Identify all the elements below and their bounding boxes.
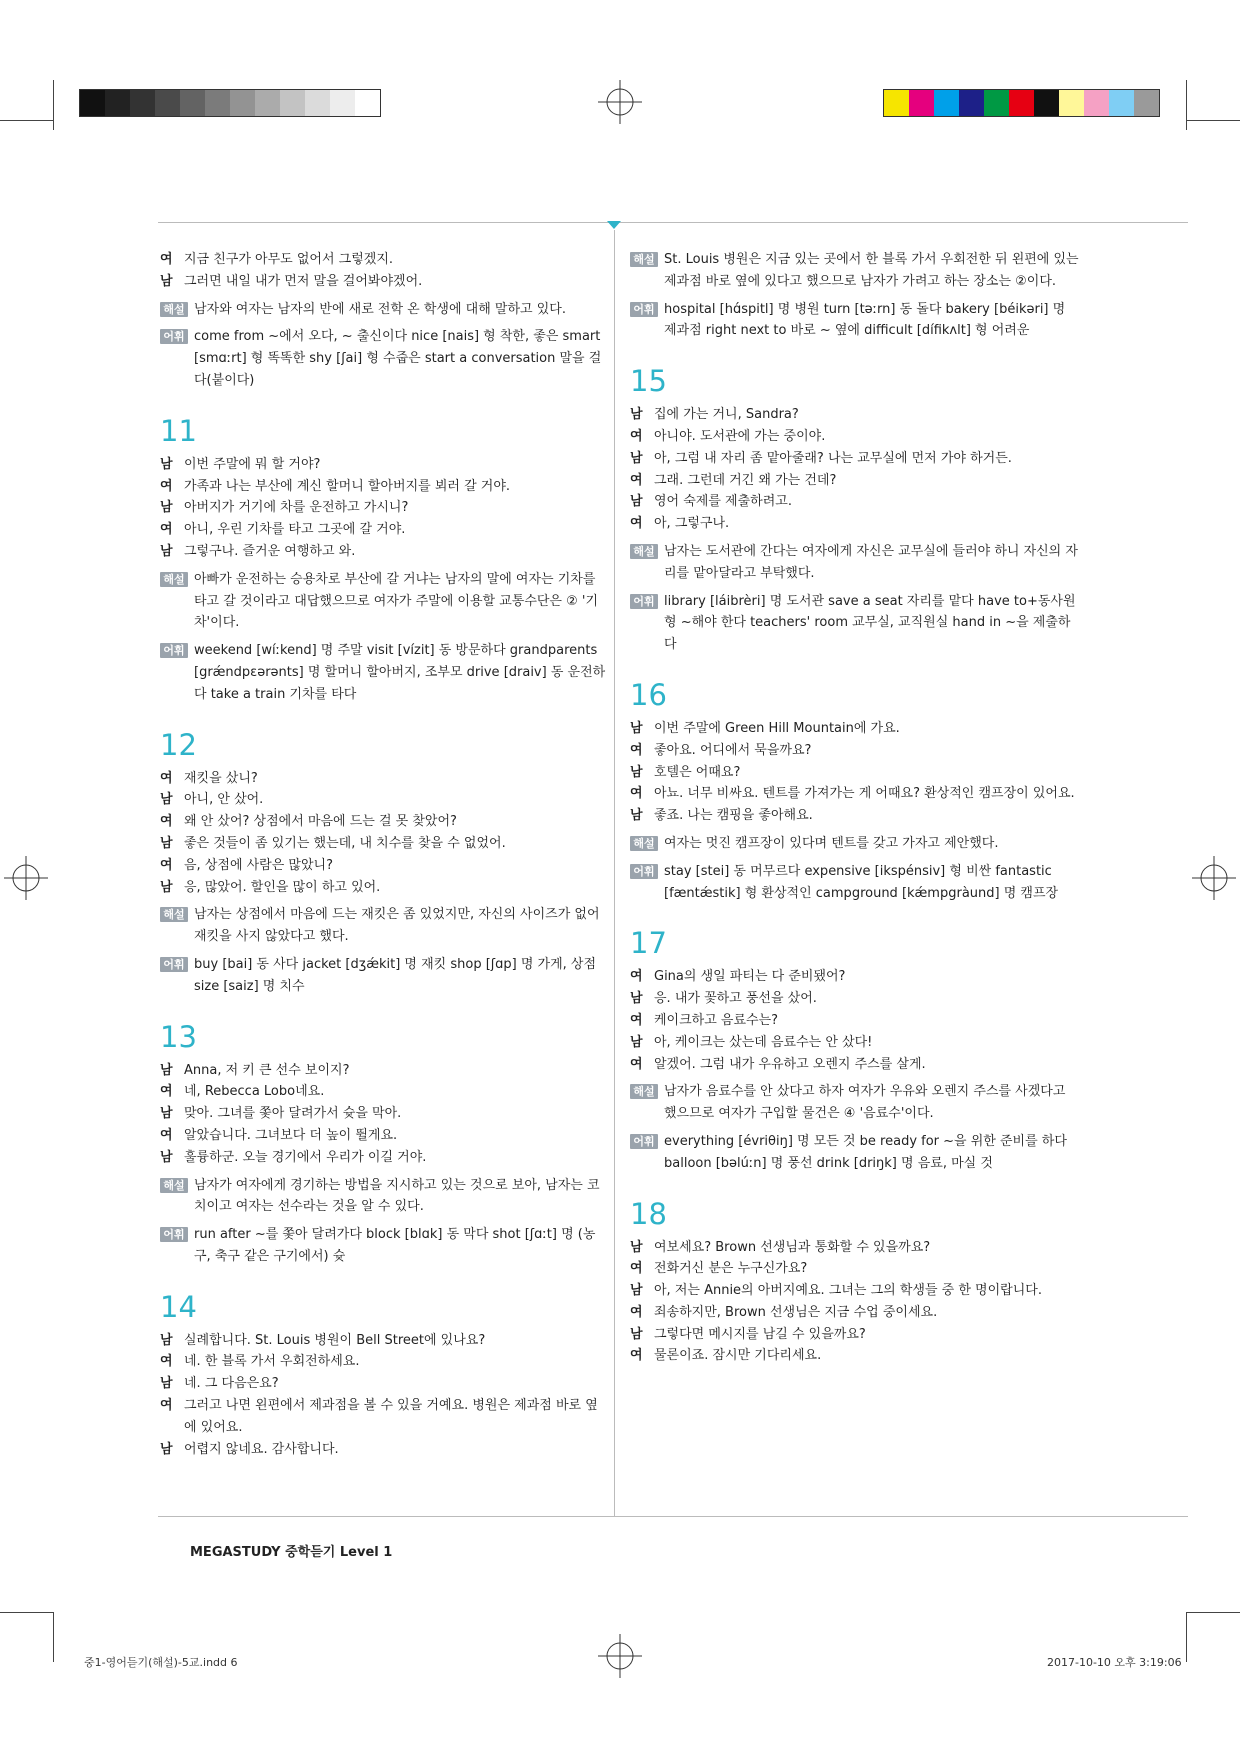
explanation-note bbox=[160, 904, 610, 948]
dialogue-line bbox=[160, 789, 610, 811]
speaker-label: 남 bbox=[160, 500, 173, 516]
dialogue-line bbox=[630, 1345, 1080, 1367]
note-tag: 어휘 bbox=[630, 864, 658, 879]
color-swatch bbox=[180, 90, 205, 116]
dialogue-text: 맞아. 그녀를 쫓아 달려가서 슛을 막아. bbox=[184, 1106, 402, 1122]
dialogue-text: 이번 주말에 Green Hill Mountain에 가요. bbox=[654, 720, 900, 736]
dialogue-text: 케이크하고 음료수는? bbox=[654, 1012, 779, 1028]
section-gap bbox=[160, 392, 610, 414]
speaker-label: 여 bbox=[160, 522, 173, 538]
note-tag: 어휘 bbox=[160, 957, 188, 972]
right-column bbox=[630, 249, 1080, 1367]
note-tag: 해설 bbox=[630, 252, 658, 267]
dialogue-line bbox=[160, 1060, 610, 1082]
dialogue-line bbox=[630, 988, 1080, 1010]
section-gap bbox=[160, 706, 610, 728]
crop-mark bbox=[1186, 120, 1240, 121]
note-text: library [láibrèri] 명 도서관 save a seat 자리를 맡다 have to+동사원형 ~해야 한다 teachers' room 교무실, 교직원실 hand in ~을 제출하다 bbox=[664, 593, 1076, 653]
color-swatch bbox=[205, 90, 230, 116]
color-swatch bbox=[1009, 90, 1034, 116]
color-swatch bbox=[1134, 90, 1159, 116]
dialogue-line bbox=[630, 740, 1080, 762]
dialogue-text: 응. 내가 꽃하고 풍선을 샀어. bbox=[654, 991, 817, 1007]
dialogue-text: 훌륭하군. 오늘 경기에서 우리가 이길 거야. bbox=[184, 1149, 427, 1165]
color-swatch bbox=[155, 90, 180, 116]
note-tag: 어휘 bbox=[160, 329, 188, 344]
speaker-label: 여 bbox=[630, 742, 643, 758]
explanation-note bbox=[630, 1081, 1080, 1125]
book-title-footer: MEGASTUDY 중학듣기 Level 1 bbox=[190, 1545, 393, 1560]
dialogue-line bbox=[630, 1324, 1080, 1346]
speaker-label: 남 bbox=[630, 1239, 643, 1255]
column-divider bbox=[614, 230, 615, 1516]
dialogue-line bbox=[630, 783, 1080, 805]
question-number: 12 bbox=[160, 727, 197, 762]
speaker-label: 남 bbox=[160, 273, 173, 289]
color-swatch bbox=[80, 90, 105, 116]
color-swatch bbox=[255, 90, 280, 116]
section-gap bbox=[630, 904, 1080, 926]
explanation-note bbox=[630, 249, 1080, 293]
speaker-label: 남 bbox=[160, 543, 173, 559]
dialogue-text: 좋죠. 나는 캠핑을 좋아해요. bbox=[654, 808, 813, 824]
dialogue-text: 그렇다면 메시지를 남길 수 있을까요? bbox=[654, 1326, 866, 1342]
speaker-label: 남 bbox=[630, 1326, 643, 1342]
left-column bbox=[160, 249, 610, 1460]
speaker-label: 남 bbox=[160, 1106, 173, 1122]
dialogue-line bbox=[630, 762, 1080, 784]
speaker-label: 여 bbox=[630, 516, 643, 532]
dialogue-line bbox=[160, 833, 610, 855]
question-number: 14 bbox=[160, 1289, 197, 1324]
speaker-label: 남 bbox=[630, 991, 643, 1007]
color-swatch bbox=[984, 90, 1009, 116]
note-text: 아빠가 운전하는 승용차로 부산에 갈 거냐는 남자의 말에 여자는 기차를 타고 갈 것이라고 대답했으므로 여자가 주말에 이용할 교통수단은 ② '기차'이다. bbox=[194, 571, 599, 631]
speaker-label: 남 bbox=[160, 835, 173, 851]
color-swatch bbox=[130, 90, 155, 116]
question-number: 11 bbox=[160, 413, 197, 448]
vocabulary-note bbox=[630, 861, 1080, 905]
note-tag: 해설 bbox=[160, 907, 188, 922]
note-text: hospital [hɑ́spitl] 명 병원 turn [təːrn] 동 돌다 bakery [béikəri] 명 제과점 right next to 바로 ~ 옆에 difficult [dífikʌlt] 형 어려운 bbox=[664, 301, 1066, 339]
note-text: 남자가 여자에게 경기하는 방법을 지시하고 있는 것으로 보아, 남자는 코치이고 여자는 선수라는 것을 알 수 있다. bbox=[194, 1177, 600, 1215]
dialogue-text: 집에 가는 거니, Sandra? bbox=[654, 407, 799, 423]
explanation-note bbox=[160, 569, 610, 634]
speaker-label: 여 bbox=[630, 1261, 643, 1277]
gray-calibration-bar bbox=[79, 89, 381, 117]
section-gap bbox=[630, 1175, 1080, 1197]
color-swatch bbox=[105, 90, 130, 116]
explanation-note bbox=[160, 299, 610, 321]
section-gap bbox=[630, 342, 1080, 364]
speaker-label: 남 bbox=[630, 494, 643, 510]
color-swatch bbox=[230, 90, 255, 116]
registration-mark-bottom bbox=[598, 1634, 642, 1678]
dialogue-line bbox=[160, 1373, 610, 1395]
dialogue-line bbox=[160, 1147, 610, 1169]
color-swatch bbox=[909, 90, 934, 116]
color-swatch bbox=[305, 90, 330, 116]
dialogue-line bbox=[630, 513, 1080, 535]
dialogue-text: 아니야. 도서관에 가는 중이야. bbox=[654, 428, 826, 444]
note-tag: 해설 bbox=[630, 544, 658, 559]
dialogue-line bbox=[160, 1351, 610, 1373]
speaker-label: 여 bbox=[630, 1304, 643, 1320]
dialogue-text: 아, 그럼 내 자리 좀 맡아줄래? 나는 교무실에 먼저 가야 하거든. bbox=[654, 450, 1012, 466]
speaker-label: 여 bbox=[160, 1354, 173, 1370]
speaker-label: 여 bbox=[160, 770, 173, 786]
crop-mark bbox=[0, 120, 54, 121]
dialogue-line bbox=[160, 877, 610, 899]
note-tag: 어휘 bbox=[160, 1227, 188, 1242]
speaker-label: 여 bbox=[160, 1398, 173, 1414]
dialogue-line bbox=[160, 541, 610, 563]
speaker-label: 남 bbox=[630, 764, 643, 780]
dialogue-line bbox=[160, 1395, 610, 1439]
explanation-note bbox=[630, 541, 1080, 585]
dialogue-line bbox=[630, 966, 1080, 988]
question-number: 15 bbox=[630, 364, 667, 399]
speaker-label: 남 bbox=[160, 456, 173, 472]
note-text: 남자는 상점에서 마음에 드는 재킷은 좀 있었지만, 자신의 사이즈가 없어 재킷을 사지 않았다고 했다. bbox=[194, 907, 600, 945]
speaker-label: 남 bbox=[160, 1332, 173, 1348]
dialogue-line bbox=[160, 1330, 610, 1352]
note-text: stay [stei] 동 머무르다 expensive [ikspénsiv] 형 비싼 fantastic [fæntǽstik] 형 환상적인 campground [kǽmpgràund] 명 캠프장 bbox=[664, 863, 1059, 901]
dialogue-text: 음, 상점에 사람은 많았니? bbox=[184, 857, 334, 873]
note-tag: 어휘 bbox=[630, 302, 658, 317]
dialogue-text: 아니, 우린 기차를 타고 그곳에 갈 거야. bbox=[184, 522, 406, 538]
dialogue-line bbox=[630, 404, 1080, 426]
dialogue-text: 좋은 것들이 좀 있기는 했는데, 내 치수를 찾을 수 없었어. bbox=[184, 835, 506, 851]
note-text: weekend [wíːkend] 명 주말 visit [vízit] 동 방문하다 grandparents [grǽndpɛərənts] 명 할머니 할아버지, 조부모 drive [draiv] 동 운전하다 take a train 기차를 타다 bbox=[194, 643, 606, 702]
note-tag: 어휘 bbox=[630, 594, 658, 609]
dialogue-line bbox=[630, 491, 1080, 513]
note-text: St. Louis 병원은 지금 있는 곳에서 한 블록 가서 우회전한 뒤 왼편에 있는 제과점 바로 옆에 있다고 했으므로 남자가 가려고 하는 장소는 ②이다. bbox=[664, 252, 1079, 289]
dialogue-line bbox=[630, 470, 1080, 492]
crop-mark bbox=[1186, 1612, 1240, 1613]
dialogue-line bbox=[160, 454, 610, 476]
vocabulary-note bbox=[630, 591, 1080, 656]
color-calibration-bar bbox=[883, 89, 1160, 117]
speaker-label: 남 bbox=[160, 792, 173, 808]
speaker-label: 여 bbox=[630, 428, 643, 444]
vocabulary-note bbox=[160, 640, 610, 705]
vocabulary-note bbox=[160, 954, 610, 998]
color-swatch bbox=[959, 90, 984, 116]
question-section bbox=[160, 1020, 610, 1268]
dialogue-line bbox=[160, 811, 610, 833]
dialogue-text: 아, 저는 Annie의 아버지예요. 그녀는 그의 학생들 중 한 명이랍니다. bbox=[654, 1283, 1042, 1299]
dialogue-line bbox=[160, 1439, 610, 1461]
color-swatch bbox=[934, 90, 959, 116]
dialogue-line bbox=[160, 1103, 610, 1125]
crop-mark bbox=[53, 80, 54, 130]
dialogue-text: 영어 숙제를 제출하려고. bbox=[654, 494, 792, 510]
dialogue-line bbox=[160, 271, 610, 293]
note-tag: 어휘 bbox=[630, 1134, 658, 1149]
dialogue-line bbox=[630, 1237, 1080, 1259]
speaker-label: 여 bbox=[160, 857, 173, 873]
dialogue-text: 어렵지 않네요. 감사합니다. bbox=[184, 1441, 339, 1457]
speaker-label: 여 bbox=[630, 786, 643, 802]
dialogue-line bbox=[160, 476, 610, 498]
question-number: 13 bbox=[160, 1019, 197, 1054]
note-text: 남자와 여자는 남자의 반에 새로 전학 온 학생에 대해 말하고 있다. bbox=[194, 301, 566, 317]
dialogue-line bbox=[630, 448, 1080, 470]
vocabulary-note bbox=[630, 299, 1080, 343]
note-text: run after ~를 쫓아 달려가다 block [blɑk] 동 막다 shot [ʃɑːt] 명 (농구, 축구 같은 구기에서) 슛 bbox=[194, 1227, 596, 1264]
dialogue-text: 응, 많았어. 할인을 많이 하고 있어. bbox=[184, 879, 381, 895]
dialogue-text: 아뇨. 너무 비싸요. 텐트를 가져가는 게 어때요? 환상적인 캠프장이 있어요. bbox=[654, 786, 1075, 802]
dialogue-text: 네. 그 다음은요? bbox=[184, 1376, 279, 1392]
speaker-label: 남 bbox=[630, 407, 643, 423]
speaker-label: 여 bbox=[160, 252, 173, 267]
dialogue-text: 그러고 나면 왼편에서 제과점을 볼 수 있을 거예요. 병원은 제과점 바로 옆에 있어요. bbox=[184, 1398, 598, 1435]
dialogue-line bbox=[630, 805, 1080, 827]
dialogue-text: 아, 케이크는 샀는데 음료수는 안 샀다! bbox=[654, 1034, 873, 1050]
dialogue-text: 그래. 그런데 거긴 왜 가는 건데? bbox=[654, 472, 837, 488]
speaker-label: 남 bbox=[160, 1376, 173, 1392]
question-section bbox=[160, 728, 610, 998]
dialogue-line bbox=[630, 718, 1080, 740]
color-swatch bbox=[355, 90, 380, 116]
question-number: 17 bbox=[630, 926, 667, 961]
question-number: 18 bbox=[630, 1196, 667, 1231]
dialogue-text: 그렇구나. 즐거운 여행하고 와. bbox=[184, 543, 356, 559]
dialogue-text: 전화거신 분은 누구신가요? bbox=[654, 1261, 808, 1277]
dialogue-text: Anna, 저 키 큰 선수 보이지? bbox=[184, 1062, 350, 1078]
dialogue-line bbox=[630, 1032, 1080, 1054]
dialogue-text: 네. 한 블록 가서 우회전하세요. bbox=[184, 1354, 360, 1370]
dialogue-text: 아, 그렇구나. bbox=[654, 516, 730, 532]
dialogue-line bbox=[160, 855, 610, 877]
question-section bbox=[630, 926, 1080, 1174]
dialogue-line bbox=[630, 1010, 1080, 1032]
crop-mark bbox=[53, 1612, 54, 1662]
color-swatch bbox=[884, 90, 909, 116]
note-tag: 어휘 bbox=[160, 643, 188, 658]
speaker-label: 여 bbox=[160, 478, 173, 494]
dialogue-line bbox=[630, 1258, 1080, 1280]
note-text: buy [bai] 동 사다 jacket [dʒǽkit] 명 재킷 shop [ʃɑp] 명 가게, 상점 size [saiz] 명 치수 bbox=[194, 956, 597, 994]
vocabulary-note bbox=[160, 1224, 610, 1268]
explanation-note bbox=[160, 1175, 610, 1219]
note-text: come from ~에서 오다, ~ 출신이다 nice [nais] 형 착한, 좋은 smart [smɑːrt] 형 똑똑한 shy [ʃai] 형 수줍은 start a conversation 말을 걸다(붙이다) bbox=[194, 329, 602, 388]
dialogue-line bbox=[160, 1081, 610, 1103]
dialogue-line bbox=[160, 519, 610, 541]
question-number: 16 bbox=[630, 677, 667, 712]
dialogue-text: 실례합니다. St. Louis 병원이 Bell Street에 있나요? bbox=[184, 1332, 486, 1348]
note-tag: 해설 bbox=[630, 1084, 658, 1099]
speaker-label: 남 bbox=[160, 1441, 173, 1457]
note-text: everything [évriθiŋ] 명 모든 것 be ready for ~을 위한 준비를 하다 balloon [bəlúːn] 명 풍선 drink [driŋk] 명 음료, 마실 것 bbox=[664, 1133, 1067, 1171]
dialogue-text: 가족과 나는 부산에 계신 할머니 할아버지를 뵈러 갈 거야. bbox=[184, 478, 511, 494]
dialogue-text: 호텔은 어때요? bbox=[654, 764, 741, 780]
crop-mark bbox=[1186, 80, 1187, 130]
speaker-label: 여 bbox=[630, 969, 643, 985]
question-section bbox=[630, 364, 1080, 656]
speaker-label: 남 bbox=[630, 1034, 643, 1050]
registration-mark-left bbox=[4, 856, 48, 900]
note-tag: 해설 bbox=[160, 1178, 188, 1193]
dialogue-line bbox=[630, 1302, 1080, 1324]
color-swatch bbox=[1034, 90, 1059, 116]
speaker-label: 여 bbox=[160, 1127, 173, 1143]
explanation-note bbox=[630, 833, 1080, 855]
speaker-label: 남 bbox=[160, 1149, 173, 1165]
section-gap bbox=[160, 1268, 610, 1290]
dialogue-line bbox=[160, 249, 610, 271]
speaker-label: 여 bbox=[630, 1056, 643, 1072]
vocabulary-note bbox=[630, 1131, 1080, 1175]
center-marker-icon bbox=[607, 221, 621, 230]
dialogue-text: 아버지가 거기에 차를 운전하고 가시니? bbox=[184, 500, 409, 516]
note-tag: 해설 bbox=[630, 836, 658, 851]
dialogue-text: 좋아요. 어디에서 묵을까요? bbox=[654, 742, 812, 758]
note-tag: 해설 bbox=[160, 572, 188, 587]
speaker-label: 여 bbox=[160, 814, 173, 830]
date-slug: 2017-10-10 오후 3:19:06 bbox=[1047, 1656, 1182, 1669]
color-swatch bbox=[1109, 90, 1134, 116]
speaker-label: 남 bbox=[160, 1062, 173, 1078]
question-section bbox=[160, 414, 610, 706]
registration-mark-right bbox=[1192, 856, 1236, 900]
crop-mark bbox=[1186, 1612, 1187, 1662]
dialogue-text: 물론이죠. 잠시만 기다리세요. bbox=[654, 1348, 822, 1364]
note-text: 남자는 도서관에 간다는 여자에게 자신은 교무실에 들러야 하니 자신의 자리를 맡아달라고 부탁했다. bbox=[664, 543, 1078, 581]
question-section bbox=[630, 678, 1080, 904]
dialogue-text: 왜 안 샀어? 상점에서 마음에 드는 걸 못 찾았어? bbox=[184, 814, 457, 830]
crop-mark bbox=[0, 1612, 54, 1613]
top-rule bbox=[158, 222, 1188, 223]
dialogue-text: 여보세요? Brown 선생님과 통화할 수 있을까요? bbox=[654, 1239, 931, 1255]
registration-mark-top bbox=[598, 80, 642, 124]
speaker-label: 여 bbox=[630, 1012, 643, 1028]
dialogue-text: 이번 주말에 뭐 할 거야? bbox=[184, 456, 321, 472]
dialogue-text: 네, Rebecca Lobo네요. bbox=[184, 1084, 325, 1100]
section-gap bbox=[160, 998, 610, 1020]
dialogue-line bbox=[160, 1125, 610, 1147]
speaker-label: 여 bbox=[630, 1348, 643, 1364]
speaker-label: 남 bbox=[630, 450, 643, 466]
color-swatch bbox=[330, 90, 355, 116]
dialogue-text: Gina의 생일 파티는 다 준비됐어? bbox=[654, 969, 846, 985]
speaker-label: 남 bbox=[630, 1283, 643, 1299]
note-tag: 해설 bbox=[160, 302, 188, 317]
note-text: 여자는 멋진 캠프장이 있다며 텐트를 갖고 가자고 제안했다. bbox=[664, 835, 999, 851]
speaker-label: 남 bbox=[160, 879, 173, 895]
dialogue-text: 그러면 내일 내가 먼저 말을 걸어봐야겠어. bbox=[184, 273, 423, 289]
color-swatch bbox=[1059, 90, 1084, 116]
dialogue-line bbox=[630, 1054, 1080, 1076]
speaker-label: 남 bbox=[630, 720, 643, 736]
file-slug: 중1-영어듣기(해설)-5교.indd 6 bbox=[84, 1656, 238, 1669]
note-text: 남자가 음료수를 안 샀다고 하자 여자가 우유와 오렌지 주스를 사겠다고 했으므로 여자가 구입할 물건은 ④ '음료수'이다. bbox=[664, 1084, 1066, 1122]
speaker-label: 여 bbox=[630, 472, 643, 488]
dialogue-text: 죄송하지만, Brown 선생님은 지금 수업 중이세요. bbox=[654, 1304, 938, 1320]
color-swatch bbox=[280, 90, 305, 116]
dialogue-line bbox=[160, 768, 610, 790]
dialogue-text: 알았습니다. 그녀보다 더 높이 뛸게요. bbox=[184, 1127, 398, 1143]
speaker-label: 여 bbox=[160, 1084, 173, 1100]
dialogue-line bbox=[630, 1280, 1080, 1302]
color-swatch bbox=[1084, 90, 1109, 116]
bottom-rule bbox=[158, 1516, 1188, 1517]
dialogue-line bbox=[630, 426, 1080, 448]
vocabulary-note bbox=[160, 326, 610, 391]
speaker-label: 남 bbox=[630, 808, 643, 824]
section-gap bbox=[630, 656, 1080, 678]
dialogue-text: 지금 친구가 아무도 없어서 그렇겠지. bbox=[184, 252, 394, 267]
question-section bbox=[630, 1197, 1080, 1368]
question-section bbox=[160, 1290, 610, 1461]
dialogue-line bbox=[160, 497, 610, 519]
dialogue-text: 재킷을 샀니? bbox=[184, 770, 258, 786]
dialogue-text: 아니, 안 샀어. bbox=[184, 792, 264, 808]
dialogue-text: 알겠어. 그럼 내가 우유하고 오렌지 주스를 살게. bbox=[654, 1056, 926, 1072]
